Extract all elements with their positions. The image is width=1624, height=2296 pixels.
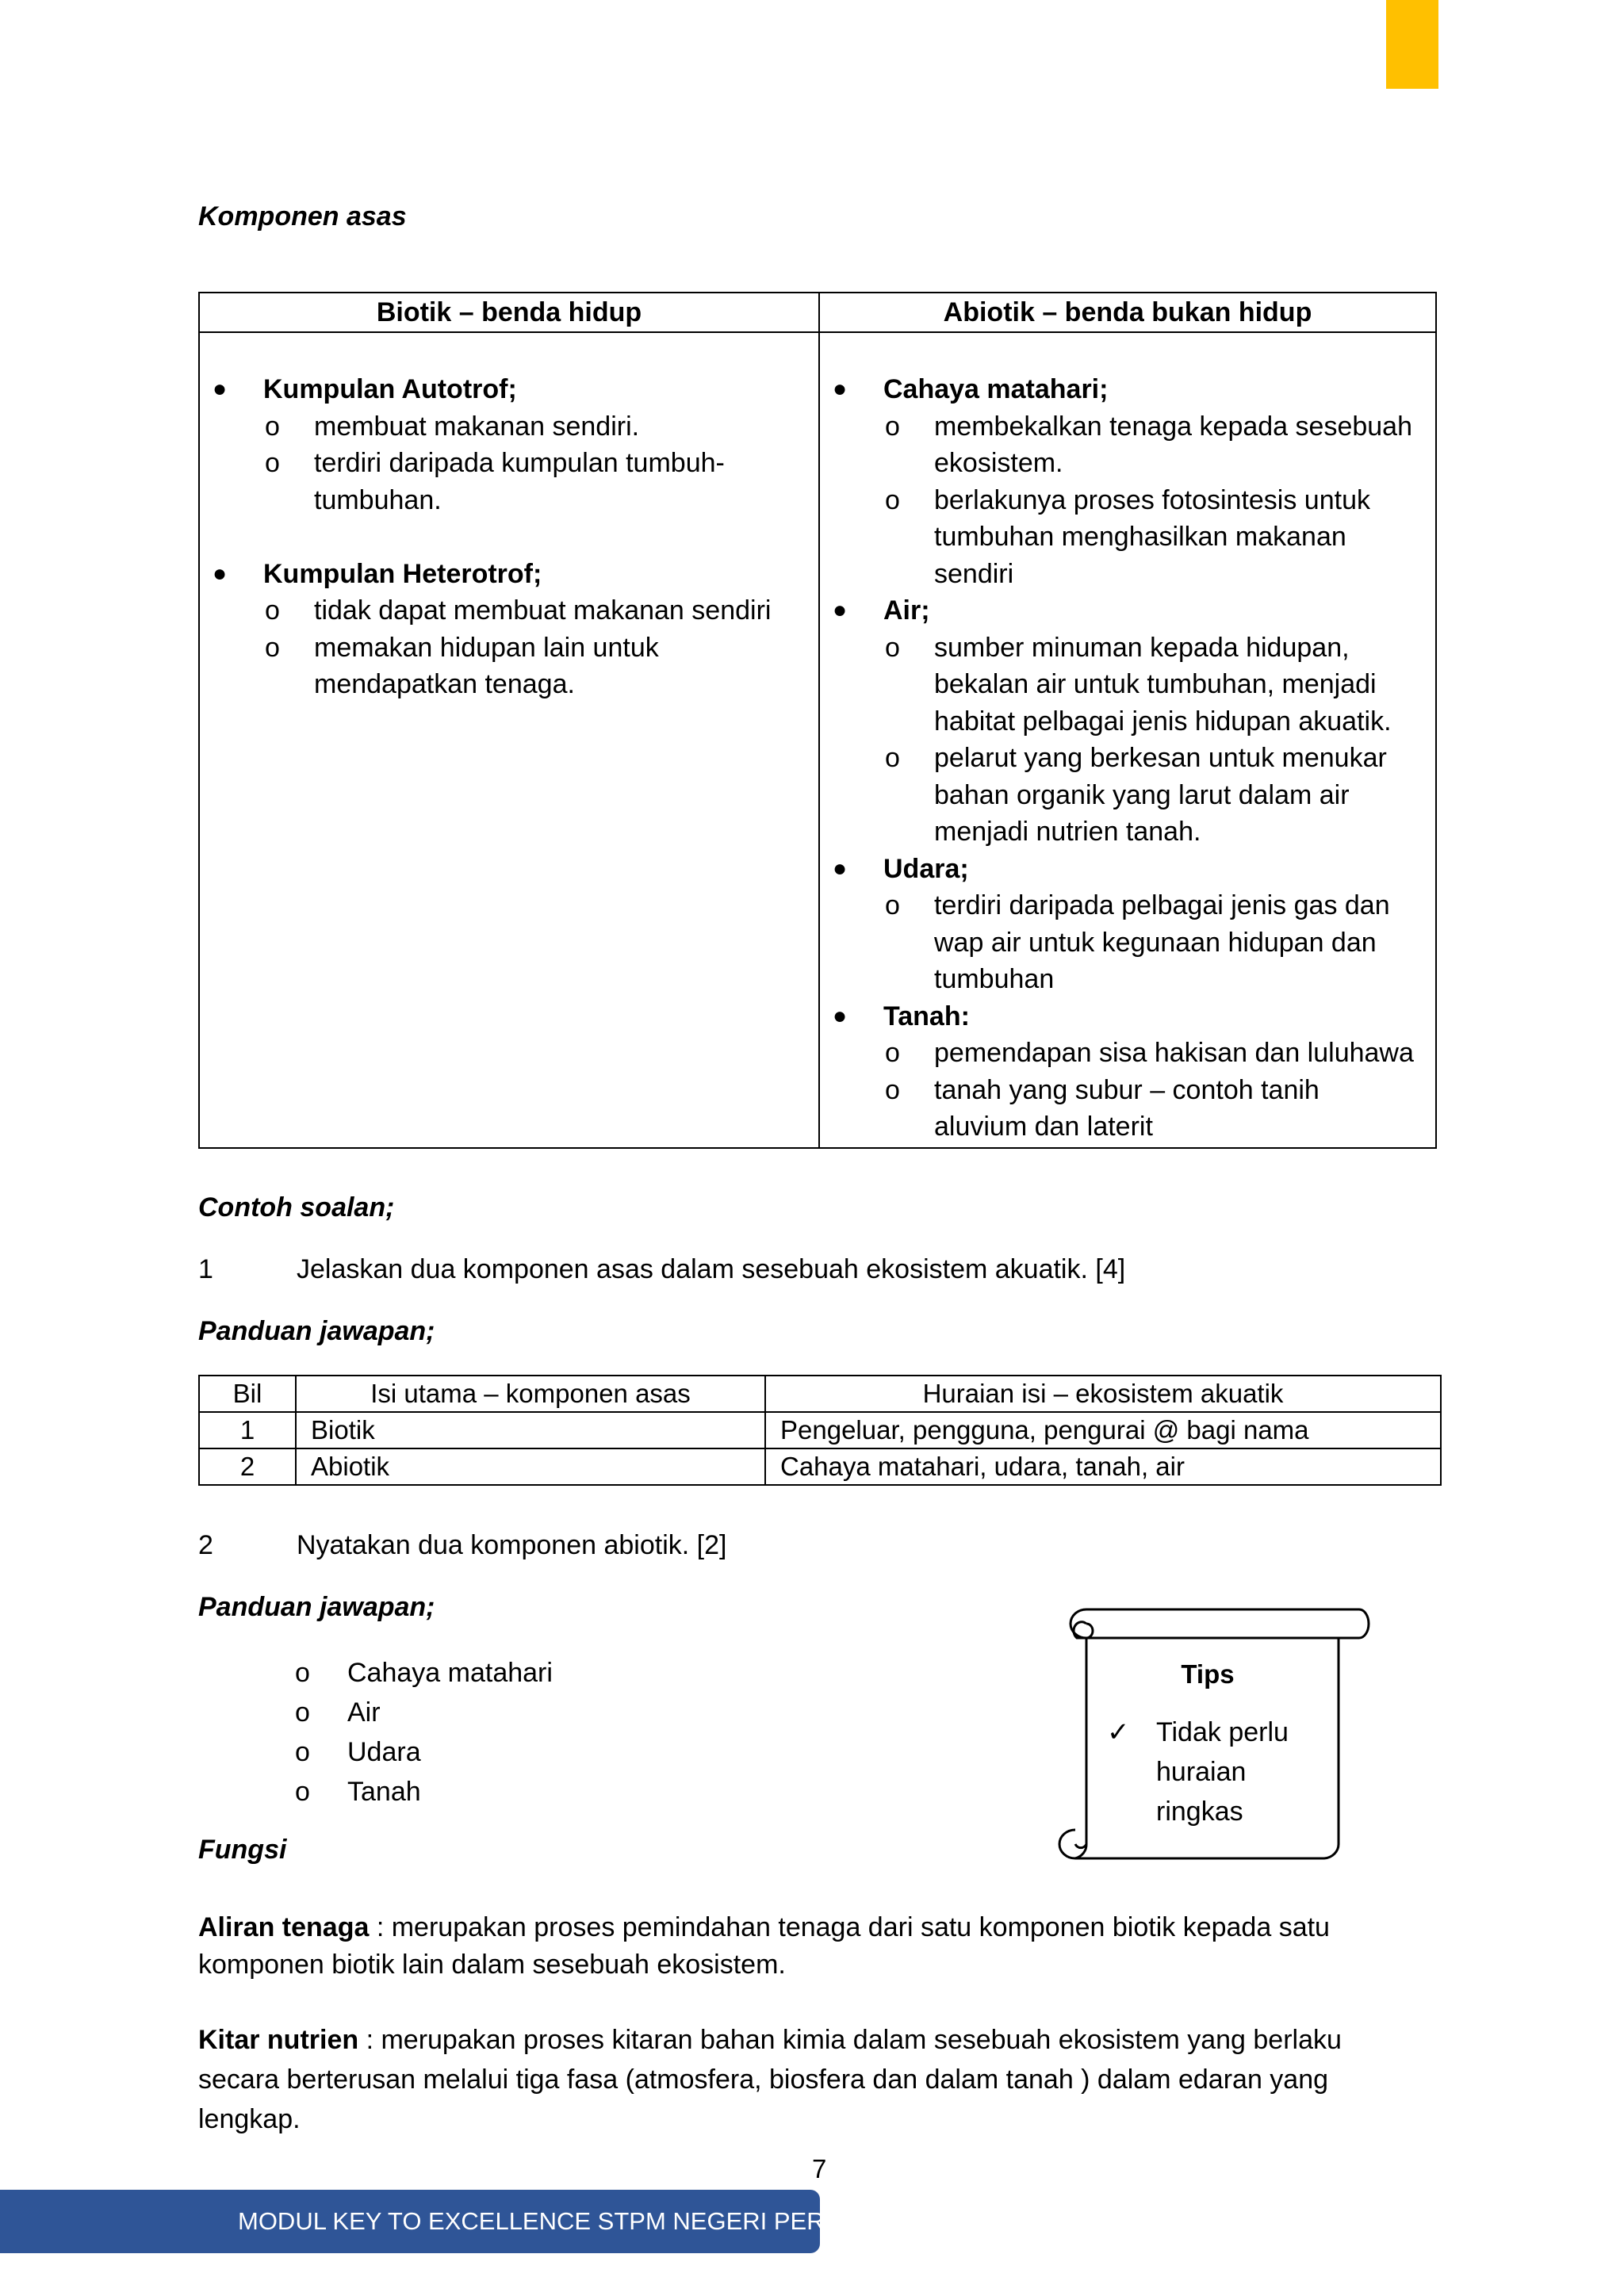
- fungsi-heading: Fungsi: [198, 1835, 287, 1865]
- list-item: o Air: [295, 1693, 553, 1732]
- bullet-icon: ●: [833, 597, 848, 623]
- kitar-nutrien-paragraph: Kitar nutrien : merupakan proses kitaran bahan kimia dalam sesebuah ekosistem yang berlaku secara berterusan melalui tiga fasa (atmosfera, biosfera dan dalam tanah ) dalam edaran yang lengkap.: [198, 2025, 1342, 2134]
- biotik-item: membuat makanan sendiri.: [314, 411, 640, 442]
- biotik-item: tumbuhan.: [314, 484, 442, 515]
- biotik-item: tidak dapat membuat makanan sendiri: [314, 595, 772, 626]
- page-tab-marker: [1386, 0, 1438, 89]
- circle-bullet-icon: o: [265, 448, 280, 478]
- circle-bullet-icon: o: [885, 1074, 900, 1105]
- circle-bullet-icon: o: [885, 632, 900, 663]
- abiotik-line: bekalan air untuk tumbuhan, menjadi: [934, 669, 1377, 699]
- bullet-icon: ●: [833, 1002, 848, 1029]
- page-number: 7: [812, 2154, 827, 2183]
- tips-title: Tips: [1181, 1659, 1235, 1689]
- abiotik-line: wap air untuk kegunaan hidupan dan: [934, 927, 1377, 958]
- abiotik-title: Udara;: [883, 853, 969, 884]
- bullet-icon: ●: [833, 376, 848, 402]
- abiotik-line: habitat pelbagai jenis hidupan akuatik.: [934, 706, 1392, 737]
- biotik-column: [200, 371, 818, 703]
- bullet-icon: ●: [213, 376, 228, 402]
- aliran-term: Aliran tenaga: [198, 1912, 370, 1942]
- list-item: o Tanah: [295, 1772, 553, 1812]
- abiotik-line: terdiri daripada pelbagai jenis gas dan: [934, 890, 1390, 920]
- aliran-tenaga-paragraph: Aliran tenaga : merupakan proses pemindahan tenaga dari satu komponen biotik kepada satu komponen biotik lain dalam sesebuah ekosistem.: [198, 1912, 1330, 1980]
- table-cell: 1: [199, 1412, 296, 1448]
- table-cell: Biotik: [296, 1412, 765, 1448]
- table-cell: Cahaya matahari, udara, tanah, air: [765, 1448, 1441, 1485]
- checkmark-icon: ✓: [1107, 1717, 1130, 1747]
- abiotik-column: [820, 371, 1438, 1146]
- abiotik-line: tumbuhan menghasilkan makanan: [934, 522, 1346, 552]
- circle-bullet-icon: o: [295, 1777, 310, 1807]
- question-1-number: 1: [198, 1254, 213, 1284]
- question-1-text: Jelaskan dua komponen asas dalam sesebuah ekosistem akuatik. [4]: [297, 1254, 1126, 1284]
- tips-line: huraian: [1156, 1757, 1247, 1787]
- tips-line: Tidak perlu: [1156, 1717, 1289, 1747]
- list-item: o Udara: [295, 1732, 553, 1772]
- bullet-icon: ●: [213, 560, 228, 587]
- abiotik-title: Tanah:: [883, 1001, 970, 1031]
- contoh-soalan-heading: Contoh soalan;: [198, 1192, 395, 1223]
- question-2-text: Nyatakan dua komponen abiotik. [2]: [297, 1530, 727, 1560]
- abiotik-line: pemendapan sisa hakisan dan luluhawa: [934, 1038, 1414, 1068]
- biotik-title: Kumpulan Heterotrof;: [263, 558, 542, 589]
- komponen-table: [198, 292, 1437, 1149]
- abiotik-line: ekosistem.: [934, 448, 1063, 478]
- tips-scroll: [1045, 1606, 1370, 1862]
- biotik-item: memakan hidupan lain untuk: [314, 632, 659, 663]
- kitar-term: Kitar nutrien: [198, 2025, 359, 2055]
- header-abiotik: Abiotik – benda bukan hidup: [943, 297, 1312, 327]
- footer-title: MODUL KEY TO EXCELLENCE STPM NEGERI PERAK: [238, 2207, 857, 2235]
- abiotik-title: Cahaya matahari;: [883, 374, 1109, 404]
- table-row: [199, 1412, 1441, 1448]
- circle-bullet-icon: o: [265, 632, 280, 663]
- abiotik-title: Air;: [883, 595, 930, 626]
- tips-line: ringkas: [1156, 1797, 1243, 1827]
- biotik-title: Kumpulan Autotrof;: [263, 374, 517, 404]
- circle-bullet-icon: o: [295, 1737, 310, 1767]
- table-cell: Pengeluar, pengguna, pengurai @ bagi nama: [765, 1412, 1441, 1448]
- abiotik-line: menjadi nutrien tanah.: [934, 817, 1201, 847]
- abiotik-line: pelarut yang berkesan untuk menukar: [934, 743, 1387, 773]
- list-item: o Cahaya matahari: [295, 1653, 553, 1693]
- abiotik-line: bahan organik yang larut dalam air: [934, 779, 1350, 810]
- circle-bullet-icon: o: [295, 1697, 310, 1728]
- abiotik-line: sendiri: [934, 558, 1014, 589]
- circle-bullet-icon: o: [885, 743, 900, 773]
- table-row: [199, 1448, 1441, 1485]
- table-cell: Abiotik: [296, 1448, 765, 1485]
- table-header-cell: Bil: [199, 1376, 296, 1412]
- table-header-row: [199, 1376, 1441, 1412]
- panduan-jawapan-2-heading: Panduan jawapan;: [198, 1592, 435, 1622]
- panduan-jawapan-heading: Panduan jawapan;: [198, 1316, 435, 1346]
- abiotik-line: tumbuhan: [934, 964, 1055, 994]
- abiotik-line: membekalkan tenaga kepada sesebuah: [934, 411, 1412, 442]
- circle-bullet-icon: o: [885, 890, 900, 920]
- circle-bullet-icon: o: [295, 1658, 310, 1688]
- biotik-item: terdiri daripada kumpulan tumbuh-: [314, 448, 725, 478]
- header-biotik: Biotik – benda hidup: [376, 297, 642, 327]
- question-2-number: 2: [198, 1530, 213, 1560]
- circle-bullet-icon: o: [265, 411, 280, 442]
- answer-list: [295, 1653, 553, 1812]
- tips-body: [1107, 1712, 1289, 1831]
- abiotik-line: aluvium dan laterit: [934, 1112, 1153, 1142]
- table-header-cell: Isi utama – komponen asas: [296, 1376, 765, 1412]
- bullet-icon: ●: [833, 855, 848, 882]
- abiotik-line: tanah yang subur – contoh tanih: [934, 1074, 1320, 1105]
- circle-bullet-icon: o: [885, 484, 900, 515]
- answer-table: [198, 1375, 1442, 1486]
- heading-komponen-asas: Komponen asas: [198, 201, 407, 232]
- biotik-item: mendapatkan tenaga.: [314, 669, 575, 699]
- table-cell: 2: [199, 1448, 296, 1485]
- circle-bullet-icon: o: [885, 1038, 900, 1068]
- table-header-cell: Huraian isi – ekosistem akuatik: [765, 1376, 1441, 1412]
- abiotik-line: sumber minuman kepada hidupan,: [934, 632, 1350, 663]
- circle-bullet-icon: o: [265, 595, 280, 626]
- circle-bullet-icon: o: [885, 411, 900, 442]
- abiotik-line: berlakunya proses fotosintesis untuk: [934, 484, 1370, 515]
